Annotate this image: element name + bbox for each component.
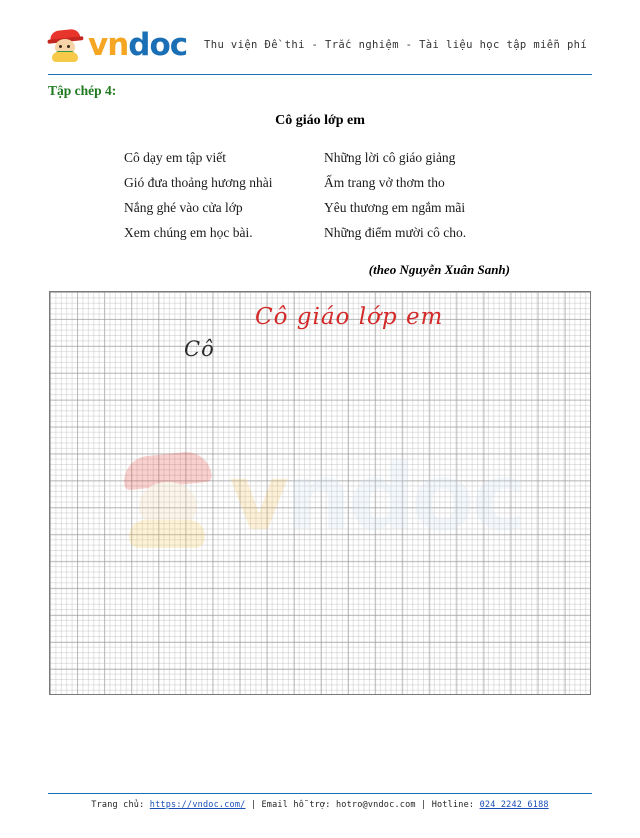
header-divider [48,74,592,75]
poem-row [124,175,524,191]
poem-line-left: Xem chúng em học bài. [124,225,253,240]
footer-hotline-value[interactable]: 024 2242 6188 [479,800,549,810]
logo-text-vn: vn [88,27,129,63]
poem-credit: (theo Nguyễn Xuân Sanh) [368,262,510,277]
poem-line-left: Gió đưa thoảng hương nhài [124,175,273,190]
page-footer [0,800,640,810]
poem-title: Cô giáo lớp em [275,113,365,128]
poem-line-left: Nắng ghé vào cửa lớp [124,200,243,215]
vndoc-mascot-icon [48,28,84,62]
poem-line-right: Yêu thương em ngắm mãi [324,200,466,215]
poem-line-right: Những lời cô giáo giảng [324,150,456,165]
footer-hotline-label: Hotline: [431,800,475,810]
footer-divider [48,793,592,794]
poem-line-right: Ấm trang vở thơm tho [324,175,445,190]
handwriting-sample-word: Cô [184,337,215,361]
watermark-mascot-icon [117,448,221,548]
vndoc-watermark [117,444,523,551]
footer-home-label: Trang chủ: [91,800,145,810]
footer-email-label: Email hỗ trợ: [261,800,331,810]
watermark-text-ndoc: ndoc [285,444,524,551]
page-header [48,22,592,68]
poem-row [124,150,524,166]
footer-home-link[interactable]: https://vndoc.com/ [149,800,246,810]
watermark-text-v: v [228,444,286,551]
watermark-wordmark [229,444,523,551]
handwriting-grid [49,291,591,695]
logo-wordmark [88,27,187,63]
footer-separator-1: | [250,800,257,810]
footer-email-value: hotro@vndoc.com [335,800,416,810]
poem-row [124,200,524,216]
footer-separator-2: | [421,800,427,810]
poem-line-left: Cô dạy em tập viết [124,150,226,165]
section-label: Tập chép 4: [48,83,117,98]
logo-text-doc: doc [128,27,188,63]
poem-row [124,225,524,241]
vndoc-logo[interactable] [48,27,198,63]
poem-body [124,150,524,250]
header-tagline: Thu viện Đề thi - Trắc nghiệm - Tài liệu học tập miễn phí [204,39,588,51]
handwriting-title: Cô giáo lớp em [255,304,444,330]
poem-line-right: Những điểm mười cô cho. [324,225,467,240]
